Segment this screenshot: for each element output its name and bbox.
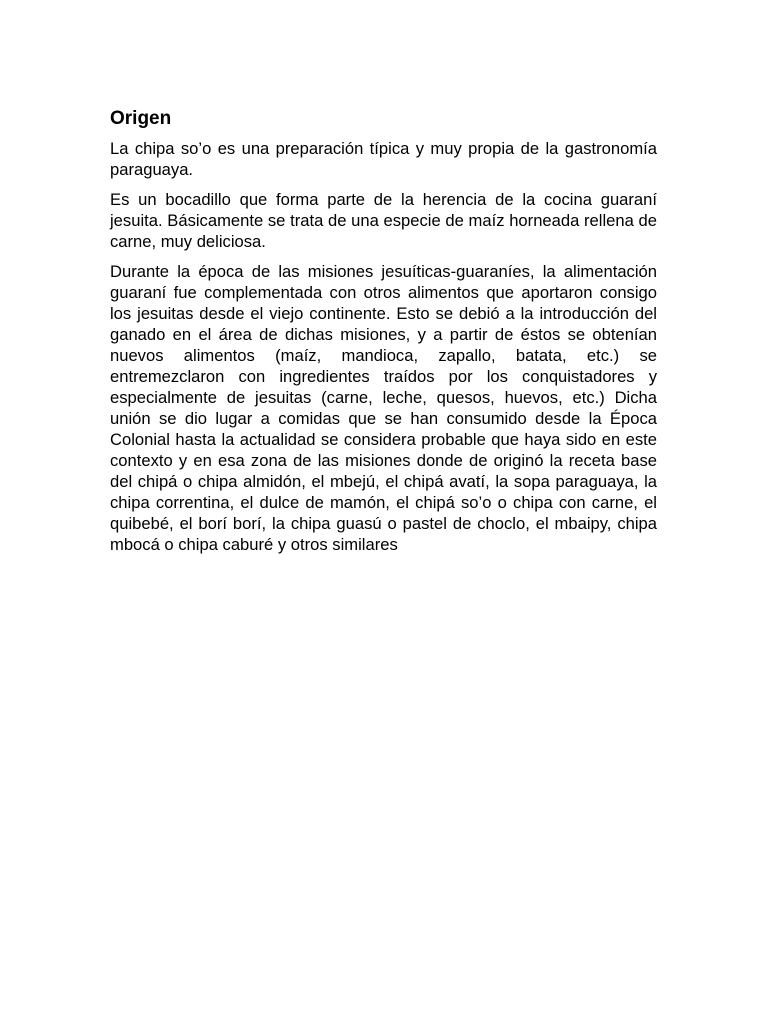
paragraph-intro: La chipa so’o es una preparación típica y muy propia de la gastronomía paraguaya. (110, 139, 657, 179)
paragraph-description: Es un bocadillo que forma parte de la herencia de la cocina guaraní jesuita. Básicamente se trata de una especie de maíz horneada rellena de carne, muy deliciosa. (110, 190, 657, 251)
paragraph-history: Durante la época de las misiones jesuíticas-guaraníes, la alimentación guaraní fue complementada con otros alimentos que aportaron consigo los jesuitas desde el viejo continente. Esto se debió a la introducción del ganado en el área de dichas misiones, y a partir de éstos se obtenían nuevos alimentos (maíz, mandioca, zapallo, batata, etc.) se entremezclaron con ingredientes traídos por los conquistadores y especialmente de jesuitas (carne, leche, quesos, huevos, etc.) Dicha unión se dio lugar a comidas que se han consumido desde la Época Colonial hasta la actualidad se considera probable que haya sido en este contexto y en esa zona de las misiones donde de originó la receta base del chipá o chipa almidón, el mbejú, el chipá avatí, la sopa paraguaya, la chipa correntina, el dulce de mamón, el chipá so’o o chipa con carne, el quibebé, el borí borí, la chipa guasú o pastel de choclo, el mbaipy, chipa mbocá o chipa caburé y otros similares (110, 262, 657, 554)
document-content (110, 106, 657, 564)
section-heading: Origen (110, 108, 172, 129)
